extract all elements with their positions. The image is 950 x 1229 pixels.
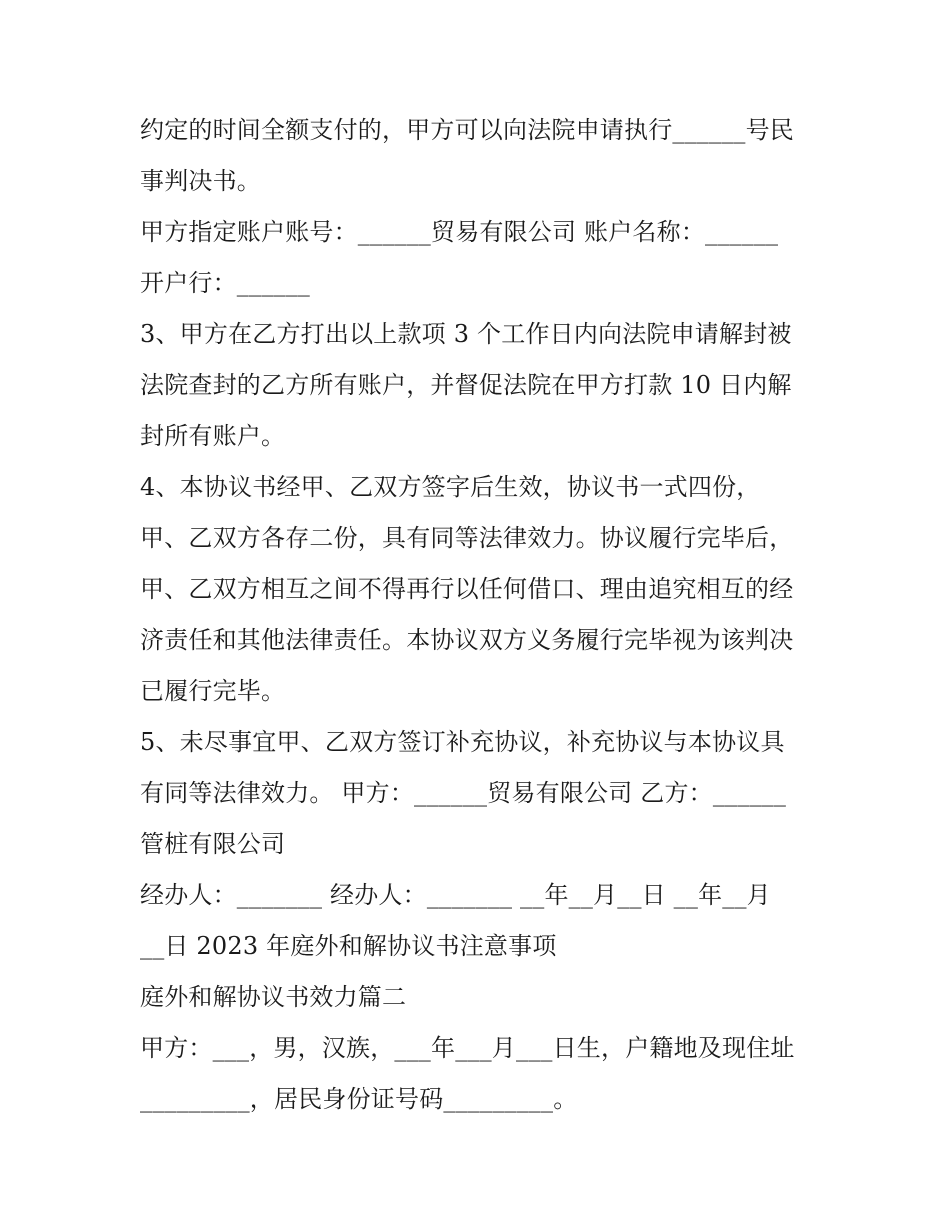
text-line: 5、未尽事宜甲、乙双方签订补充协议，补充协议与本协议具 — [140, 728, 785, 756]
text-line: 甲、乙双方相互之间不得再行以任何借口、理由追究相互的经 — [140, 575, 794, 603]
text-line: 甲方：___，男，汉族，___年___月___日生，户籍地及现住址 — [140, 1034, 795, 1062]
text-line: 约定的时间全额支付的，甲方可以向法院申请执行______号民 — [140, 116, 794, 144]
text-line: 已履行完毕。 — [140, 677, 286, 705]
section-heading: 庭外和解协议书效力篇二 — [140, 983, 407, 1011]
text-line: 4、本协议书经甲、乙双方签字后生效，协议书一式四份， — [140, 473, 761, 501]
document-body — [140, 105, 840, 1125]
text-line: 经办人：_______ 经办人：_______ __年__月__日 __年__月 — [140, 881, 771, 909]
text-line: 法院查封的乙方所有账户，并督促法院在甲方打款 10 日内解 — [140, 371, 792, 399]
text-line: 开户行：______ — [140, 269, 310, 297]
text-line: __日 2023 年庭外和解协议书注意事项 — [140, 932, 557, 960]
text-line: 封所有账户。 — [140, 422, 286, 450]
text-line: 3、甲方在乙方打出以上款项 3 个工作日内向法院申请解封被 — [140, 320, 792, 348]
text-line: 甲方指定账户账号：______贸易有限公司 账户名称：______ — [140, 218, 779, 246]
text-line: 甲、乙双方各存二份，具有同等法律效力。协议履行完毕后， — [140, 524, 794, 552]
text-line: 有同等法律效力。 甲方：______贸易有限公司 乙方：______ — [140, 779, 787, 807]
text-line: _________，居民身份证号码_________。 — [140, 1085, 578, 1113]
text-line: 管桩有限公司 — [140, 830, 286, 858]
text-line: 事判决书。 — [140, 167, 261, 195]
text-line: 济责任和其他法律责任。本协议双方义务履行完毕视为该判决 — [140, 626, 794, 654]
